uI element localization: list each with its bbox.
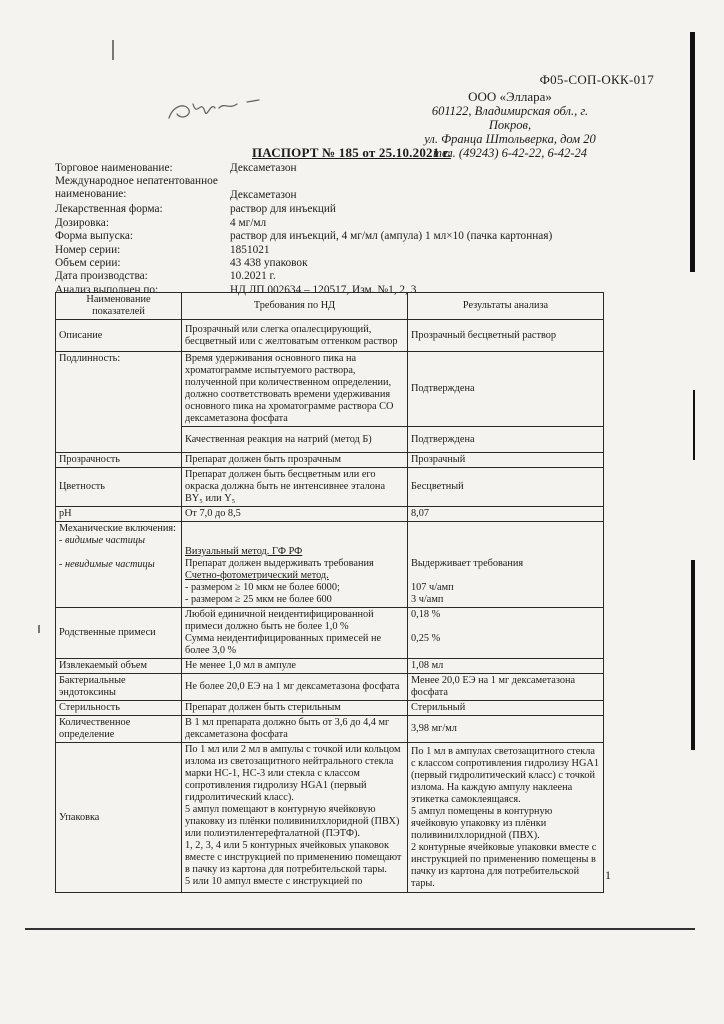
requirement: От 7,0 до 8,5 xyxy=(182,507,408,522)
info-value: НД ЛП 002634 – 120517, Изм. №1, 2, 3 xyxy=(230,283,417,296)
scan-edge-bottom xyxy=(25,928,695,930)
requirement: Препарат должен быть прозрачным xyxy=(182,453,408,468)
product-info xyxy=(55,162,635,297)
info-row xyxy=(55,230,635,243)
result: 3,98 мг/мл xyxy=(408,716,604,743)
indicator-cell xyxy=(56,522,182,608)
result: Прозрачный бесцветный раствор xyxy=(408,320,604,352)
info-value: 4 мг/мл xyxy=(230,216,267,229)
indicator-name: Родственные примеси xyxy=(56,608,182,659)
info-label: Дозировка: xyxy=(55,216,109,229)
result: Выдерживает требования xyxy=(411,558,524,569)
result: 3 ч/амп xyxy=(411,594,444,605)
document-code: Ф05-СОП-ОКК-017 xyxy=(539,72,654,87)
header-results: Результаты анализа xyxy=(408,293,604,320)
info-label: Лекарственная форма: xyxy=(55,203,163,216)
indicator-name: Стерильность xyxy=(56,701,182,716)
handwritten-signature xyxy=(163,88,273,128)
indicator-name: Подлинность: xyxy=(56,352,182,453)
page-number: 1 xyxy=(605,868,611,882)
info-label: Международное непатентованное наименование: xyxy=(55,175,218,201)
requirement-cell xyxy=(182,608,408,659)
requirement: Качественная реакция на натрий (метод Б) xyxy=(182,427,408,453)
info-value: Дексаметазон xyxy=(230,162,297,174)
table-row xyxy=(56,674,604,701)
info-row xyxy=(55,162,635,175)
requirement: Визуальный метод. ГФ РФ xyxy=(185,546,303,557)
info-row xyxy=(55,270,635,283)
requirement: Сумма неидентифицированных примесей не более 3,0 % xyxy=(185,633,382,656)
scan-edge-right-lower xyxy=(691,560,695,750)
result: Бесцветный xyxy=(408,468,604,507)
requirement: Счетно-фотометрический метод. xyxy=(185,570,329,581)
result: По 1 мл в ампулах светозащитного стекла с классом сопротивления гидролизу HGA1 (первый гидролитический класс) с точкой излома. На каждую ампулу наклеена этикетка самоклеящаяся. 5 ампул помещены в контурную ячейковую упаковку из плёнки поливинилхлоридной (ПВХ). 2 контурные ячейковые упаковки вместе с инструкцией по применению помещены в пачку из картона для потребительской тары. xyxy=(408,743,604,893)
passport-title: ПАСПОРТ № 185 от 25.10.2021 г. xyxy=(252,145,451,160)
indicator-name: Описание xyxy=(56,320,182,352)
indicator-name: Бактериальные эндотоксины xyxy=(56,674,182,701)
result: 1,08 мл xyxy=(408,659,604,674)
company-name: ООО «Эллара» xyxy=(468,89,552,104)
indicator-name: Извлекаемый объем xyxy=(56,659,182,674)
indicator-name: Механические включения: xyxy=(59,523,176,534)
result: Подтверждена xyxy=(408,427,604,453)
indicator-name: Цветность xyxy=(56,468,182,507)
table-row xyxy=(56,320,604,352)
result-cell xyxy=(408,608,604,659)
requirement-cell xyxy=(182,522,408,608)
table-row xyxy=(56,608,604,659)
table-row xyxy=(56,468,604,507)
info-row xyxy=(55,175,635,203)
result: 107 ч/амп xyxy=(411,582,454,593)
info-label: Номер серии: xyxy=(55,243,121,256)
info-row xyxy=(55,203,635,216)
table-row xyxy=(56,743,604,893)
requirement: Не более 20,0 ЕЭ на 1 мг дексаметазона фосфата xyxy=(182,674,408,701)
scan-edge-right-mid xyxy=(693,390,695,460)
analysis-table xyxy=(55,292,604,893)
requirement: В 1 мл препарата должно быть от 3,6 до 4,4 мг дексаметазона фосфата xyxy=(182,716,408,743)
info-label: Торговое наименование: xyxy=(55,162,173,174)
table-row xyxy=(56,659,604,674)
requirement: Препарат должен выдерживать требования xyxy=(185,558,374,569)
indicator-sub: - невидимые частицы xyxy=(59,559,155,570)
info-value: Дексаметазон xyxy=(230,189,297,202)
requirement: - размером ≥ 25 мкм не более 600 xyxy=(185,594,332,605)
indicator-name: Упаковка xyxy=(56,743,182,893)
requirement: - размером ≥ 10 мкм не более 6000; xyxy=(185,582,340,593)
info-label: Форма выпуска: xyxy=(55,230,134,243)
info-label: Анализ выполнен по: xyxy=(55,283,159,296)
requirement: Препарат должен быть стерильным xyxy=(182,701,408,716)
indicator-sub: - видимые частицы xyxy=(59,535,146,546)
table-row xyxy=(56,453,604,468)
table-row xyxy=(56,507,604,522)
scan-edge-right-upper xyxy=(690,32,695,272)
info-row xyxy=(55,244,635,257)
info-value: 43 438 упаковок xyxy=(230,256,308,269)
company-address-line-2: ул. Франца Штольверка, дом 20 xyxy=(424,132,596,146)
table-row xyxy=(56,716,604,743)
result: 0,18 % xyxy=(411,609,441,620)
indicator-name: Количественное определение xyxy=(56,716,182,743)
table-row xyxy=(56,522,604,608)
requirement: Препарат должен быть бесцветным или его окраска должна быть не интенсивнее эталона BY₅ или Y₅ xyxy=(182,468,408,507)
info-label: Объем серии: xyxy=(55,256,121,269)
requirement: Любой единичной неидентифицированной примеси должно быть не более 1,0 % xyxy=(185,609,374,632)
table-row xyxy=(56,701,604,716)
result: Прозрачный xyxy=(408,453,604,468)
company-address-line-1: 601122, Владимирская обл., г. Покров, xyxy=(431,104,589,132)
info-label: Дата производства: xyxy=(55,270,148,283)
result: 8,07 xyxy=(408,507,604,522)
info-row xyxy=(55,257,635,270)
requirement: Прозрачный или слегка опалесцирующий, бесцветный или с желтоватым оттенком раствор xyxy=(182,320,408,352)
company-phone: тел. (49243) 6-42-22, 6-42-24 xyxy=(432,146,588,160)
requirement: По 1 мл или 2 мл в ампулы с точкой или кольцом излома из светозащитного нейтрального стекла марки НС-1, НС-3 или стекла с классом сопротивления гидролизу HGA1 (первый гидролитический класс). 5 ампул помещают в контурную ячейковую упаковку из плёнки поливинилхлоридной (ПВХ) или полиэтилентерефталатной (ПЭТФ). 1, 2, 3, 4 или 5 контурных ячейковых упаковок вместе с инструкцией по применению помещают в пачку из картона для потребительской тары. 5 или 10 ампул вместе с инструкцией по xyxy=(182,743,408,893)
table-header-row xyxy=(56,293,604,320)
result-cell xyxy=(408,522,604,608)
requirement: Не менее 1,0 мл в ампуле xyxy=(182,659,408,674)
info-value: раствор для инъекций, 4 мг/мл (ампула) 1 мл×10 (пачка картонная) xyxy=(230,230,553,243)
info-value: 1851021 xyxy=(230,243,270,256)
result: Подтверждена xyxy=(408,352,604,427)
table-row xyxy=(56,352,604,427)
indicator-name: pH xyxy=(56,507,182,522)
header-indicator: Наименование показателей xyxy=(56,293,182,320)
info-value: раствор для инъекций xyxy=(230,203,336,216)
info-row xyxy=(55,217,635,230)
requirement: Время удерживания основного пика на хроматограмме испытуемого раствора, полученной при количественном определении, должно соответствовать времени удерживания основного пика на хроматограмме раствора СО дексаметазона фосфата xyxy=(182,352,408,427)
info-value: 10.2021 г. xyxy=(230,270,276,283)
result: Стерильный xyxy=(408,701,604,716)
header-requirements: Требования по НД xyxy=(182,293,408,320)
scan-mark-top xyxy=(112,40,114,60)
indicator-name: Прозрачность xyxy=(56,453,182,468)
result: Менее 20,0 ЕЭ на 1 мг дексаметазона фосфата xyxy=(408,674,604,701)
result: 0,25 % xyxy=(411,633,441,644)
scan-mark-left xyxy=(38,625,40,633)
